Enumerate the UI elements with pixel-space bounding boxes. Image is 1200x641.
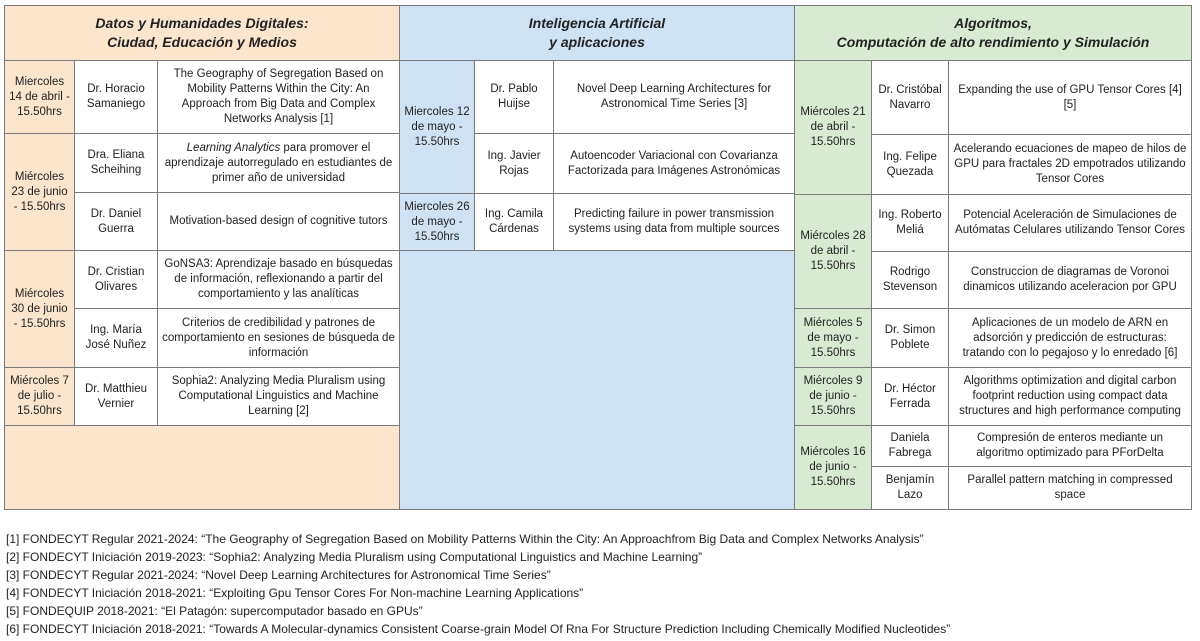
- col1-header: [4, 5, 400, 61]
- footnote-3: [3] FONDECYT Regular 2021-2024: “Novel Deep Learning Architectures for Astronomical Time Series”: [6, 568, 551, 582]
- col3-speaker-7: Daniela Fabrega: [871, 425, 949, 467]
- col3-speaker-5: Dr. Simon Poblete: [871, 308, 949, 368]
- col2-date-2: Miercoles 26 de mayo - 15.50hrs: [399, 193, 475, 251]
- col1-title-6: Sophia2: Analyzing Media Pluralism using Computational Linguistics and Machine Learning [2]: [157, 367, 400, 426]
- col1-date-4: Miércoles 7 de julio - 15.50hrs: [4, 367, 75, 426]
- col1-title-2: [157, 133, 400, 193]
- col1-title-4: GoNSA3: Aprendizaje basado en búsquedas de información, reflexionando a partir del comportamiento y las analíticas: [157, 250, 400, 309]
- col1-header-line2: Ciudad, Educación y Medios: [107, 34, 297, 50]
- col3-date-3: Miércoles 5 de mayo - 15.50hrs: [794, 308, 872, 368]
- col2-speaker-2: Ing. Javier Rojas: [474, 133, 554, 194]
- col2-header-line2: y aplicaciones: [549, 34, 645, 50]
- col3-title-1: Expanding the use of GPU Tensor Cores [4][5]: [948, 60, 1192, 135]
- footnote-4: [4] FONDECYT Iniciación 2018-2021: “Exploiting Gpu Tensor Cores For Non-machine Learning Applications”: [6, 586, 584, 600]
- col2-title-1: Novel Deep Learning Architectures for Astronomical Time Series [3]: [553, 60, 795, 134]
- col2-header: [399, 5, 795, 61]
- col1-date-1: Miercoles 14 de abril - 15.50hrs: [4, 60, 75, 134]
- col3-speaker-3: Ing. Roberto Meliá: [871, 194, 949, 252]
- col3-date-1: Miércoles 21 de abril - 15.50hrs: [794, 60, 872, 195]
- col3-title-3: Potencial Aceleración de Simulaciones de Autómatas Celulares utilizando Tensor Cores: [948, 194, 1192, 252]
- col3-title-7: Compresión de enteros mediante un algoritmo optimizado para PForDelta: [948, 425, 1192, 467]
- col3-speaker-2: Ing. Felipe Quezada: [871, 134, 949, 195]
- col1-date-2: Miércoles 23 de junio - 15.50hrs: [4, 133, 75, 251]
- col1-title-1: The Geography of Segregation Based on Mobility Patterns Within the City: An Approach from Big Data and Complex Networks Analysis [1]: [157, 60, 400, 134]
- footnote-1: [1] FONDECYT Regular 2021-2024: “The Geography of Segregation Based on Mobility Patterns Within the City: An Approachfrom Big Data and Complex Networks Analysis”: [6, 532, 924, 546]
- col2-date-1: Miercoles 12 de mayo - 15.50hrs: [399, 60, 475, 194]
- col2-header-line1: Inteligencia Artificial: [528, 15, 666, 31]
- col1-title-2-rest: para promover el aprendizaje autorregulado en estudiantes de primer año de universidad: [164, 141, 393, 184]
- footnote-2: [2] FONDECYT Iniciación 2019-2023: “Sophia2: Analyzing Media Pluralism using Computational Linguistics and Machine Learning”: [6, 550, 703, 564]
- col3-header-line1: Algoritmos,: [954, 15, 1032, 31]
- col3-title-8: Parallel pattern matching in compressed space: [948, 466, 1192, 510]
- col1-title-5: Criterios de credibilidad y patrones de comportamiento en sesiones de búsqueda de información: [157, 308, 400, 368]
- col2-speaker-1: Dr. Pablo Huijse: [474, 60, 554, 134]
- col1-speaker-6: Dr. Matthieu Vernier: [74, 367, 158, 426]
- col3-title-2: Acelerando ecuaciones de mapeo de hilos de GPU para fractales 2D empotrados utilizando Tensor Cores: [948, 134, 1192, 195]
- col2-empty-filler: [399, 250, 795, 510]
- col3-title-6: Algorithms optimization and digital carbon footprint reduction using compact data structures and high performance computing: [948, 367, 1192, 426]
- col1-title-3: Motivation-based design of cognitive tutors: [157, 192, 400, 251]
- col3-date-4: Miércoles 9 de junio - 15.50hrs: [794, 367, 872, 426]
- col3-title-5: Aplicaciones de un modelo de ARN en adsorción y predicción de estructuras: tratando con lo pegajoso y lo enredado [6]: [948, 308, 1192, 368]
- footnote-6: [6] FONDECYT Iniciación 2018-2021: “Towards A Molecular-dynamics Consistent Coarse-grain Model Of Rna For Structure Prediction Including Chemically Modified Nucleotides”: [6, 622, 951, 636]
- footnote-5: [5] FONDEQUIP 2018-2021: “El Patagón: supercomputador basado en GPUs”: [6, 604, 423, 618]
- col1-speaker-5: Ing. María José Nuñez: [74, 308, 158, 368]
- col1-date-3: Miércoles 30 de junio - 15.50hrs: [4, 250, 75, 368]
- col1-speaker-1: Dr. Horacio Samaniego: [74, 60, 158, 134]
- col1-title-2-emphasis: Learning Analytics: [186, 141, 281, 154]
- col1-speaker-3: Dr. Daniel Guerra: [74, 192, 158, 251]
- col3-date-5: Miércoles 16 de junio - 15.50hrs: [794, 425, 872, 510]
- col3-header: [794, 5, 1192, 61]
- col1-speaker-4: Dr. Cristian Olivares: [74, 250, 158, 309]
- col3-header-line2: Computación de alto rendimiento y Simulación: [836, 34, 1150, 50]
- col1-speaker-2: Dra. Eliana Scheihing: [74, 133, 158, 193]
- col2-speaker-3: Ing. Camila Cárdenas: [474, 193, 554, 251]
- col3-speaker-6: Dr. Héctor Ferrada: [871, 367, 949, 426]
- col1-header-line1: Datos y Humanidades Digitales:: [95, 15, 309, 31]
- col3-speaker-8: Benjamín Lazo: [871, 466, 949, 510]
- col3-date-2: Miércoles 28 de abril - 15.50hrs: [794, 194, 872, 309]
- col3-speaker-4: Rodrigo Stevenson: [871, 251, 949, 309]
- col2-title-2: Autoencoder Variacional con Covarianza Factorizada para Imágenes Astronómicas: [553, 133, 795, 194]
- col2-title-3: Predicting failure in power transmission systems using data from multiple sources: [553, 193, 795, 251]
- col1-empty-filler: [4, 425, 400, 510]
- col3-speaker-1: Dr. Cristóbal Navarro: [871, 60, 949, 135]
- col3-title-4: Construccion de diagramas de Voronoi dinamicos utilizando aceleracion por GPU: [948, 251, 1192, 309]
